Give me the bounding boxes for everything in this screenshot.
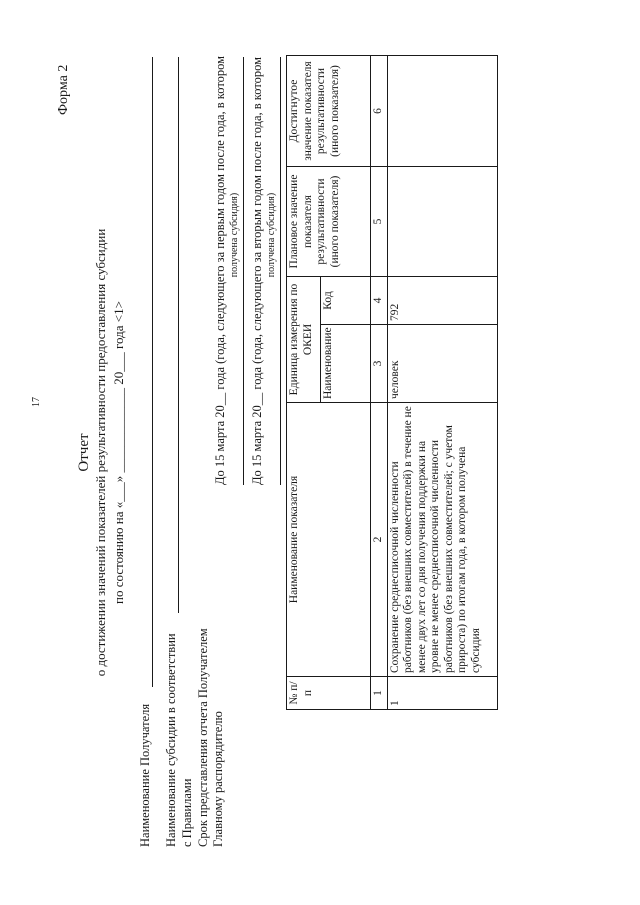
header-unit-group: Единица измерения по ОКЕИ — [287, 277, 321, 403]
column-numbers-row — [371, 56, 388, 710]
header-unit-code: Код — [321, 277, 371, 325]
table-header-row — [287, 56, 321, 710]
header-indicator: Наименование показателя — [287, 403, 371, 677]
deadline-1: До 15 марта 20__ года (года, следующего за первым годом после года, в котором — [213, 55, 227, 485]
row-achieved — [387, 56, 497, 167]
deadline-2-note: получена субсидия) — [266, 192, 277, 278]
subsidy-label-2: с Правилами — [180, 778, 194, 847]
page-number: 17 — [31, 397, 42, 407]
report-date-line: по состоянию на «___» _____________ 20___ года <1> — [111, 301, 126, 604]
row-num: 1 — [387, 677, 497, 710]
column-number: 1 — [371, 677, 388, 710]
form-label: Форма 2 — [56, 64, 71, 115]
row-unit-name: человек — [387, 325, 497, 403]
deadline-1-line — [243, 57, 244, 485]
header-planned: Плановое значение показателя результативности (иного показателя) — [287, 167, 371, 277]
table-row — [387, 56, 497, 710]
deadline-2-line — [280, 57, 281, 485]
indicators-table — [286, 55, 498, 710]
column-number: 4 — [371, 277, 388, 325]
header-num: № п/п — [287, 677, 371, 710]
header-unit-name: Наименование — [321, 325, 371, 403]
row-unit-code: 792 — [387, 277, 497, 325]
row-indicator: Сохранение среднесписочной численности работников (без внешних совместителей) в течение не менее двух лет со дня получения поддержки на уровне не менее среднесписочной численности работников (без внешних совместителей; с учетом прироста) по итогам года, в котором получена субсидия — [387, 403, 497, 677]
report-subtitle: о достижении значений показателей результативности предоставления субсидии — [93, 228, 108, 677]
deadline-1-note: получена субсидия) — [229, 192, 240, 278]
subsidy-line — [178, 57, 179, 613]
row-planned — [387, 167, 497, 277]
subsidy-label: Наименование субсидии в соответствии — [164, 633, 178, 847]
recipient-label: Наименование Получателя — [138, 703, 152, 847]
column-number: 3 — [371, 325, 388, 403]
column-number: 2 — [371, 403, 388, 677]
column-number: 6 — [371, 56, 388, 167]
recipient-line — [152, 57, 153, 687]
deadline-label: Срок представления отчета Получателем — [196, 628, 210, 847]
deadline-2: До 15 марта 20__ года (года, следующего за вторым годом после года, в котором — [250, 56, 264, 485]
column-number: 5 — [371, 167, 388, 277]
header-achieved: Достигнутое значение показателя результативности (иного показателя) — [287, 56, 371, 167]
report-title: Отчет — [76, 433, 92, 472]
manager-label: Главному распорядителю — [211, 711, 225, 847]
